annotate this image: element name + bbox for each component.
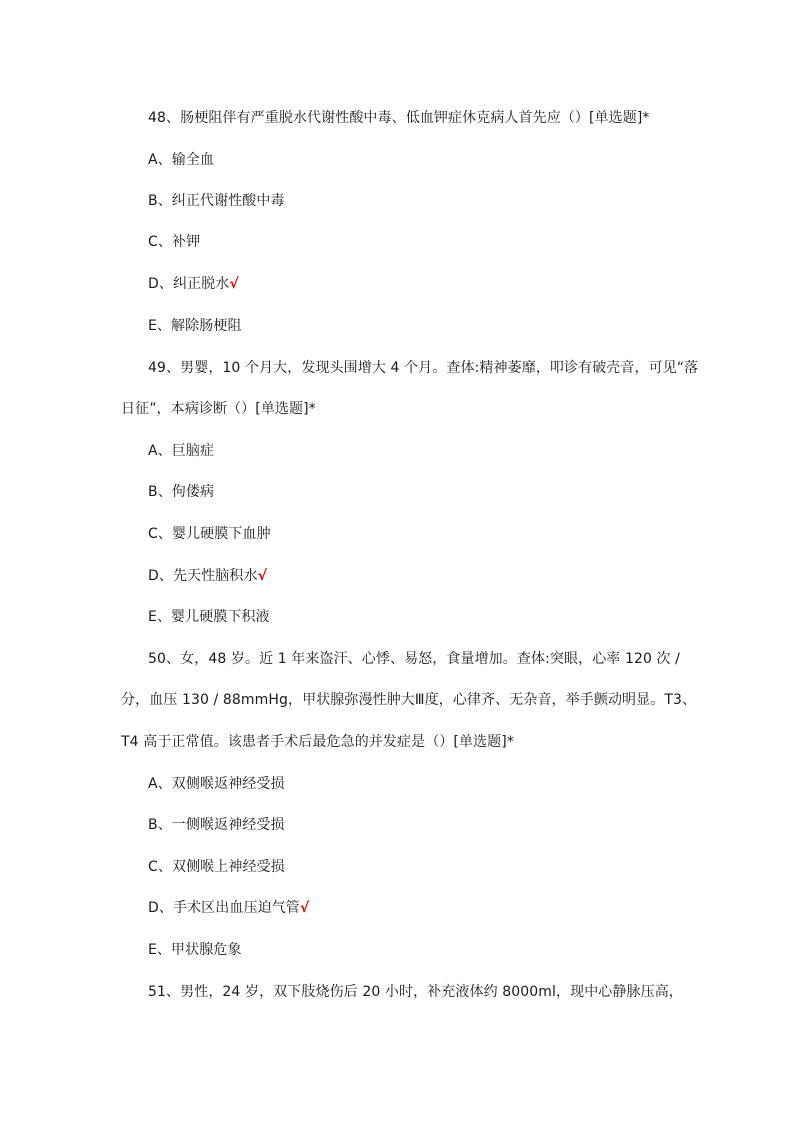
question-51-text-line-1: 51、男性，24 岁，双下肢烧伤后 20 小时，补充液体约 8000ml，现中心静脉压高， <box>148 984 683 1000</box>
option-text: D、先天性脑积水 <box>148 568 258 584</box>
option-text: D、纠正脱水 <box>148 276 230 292</box>
question-49-option-a: A、巨脑症 <box>148 443 215 459</box>
question-49-option-c: C、婴儿硬膜下血肿 <box>148 526 271 542</box>
question-48-option-b: B、纠正代谢性酸中毒 <box>148 193 285 209</box>
option-text: D、手术区出血压迫气管 <box>148 900 300 916</box>
correct-check-icon: √ <box>257 568 268 584</box>
correct-check-icon: √ <box>299 900 310 916</box>
question-50-text-line-2: 分，血压 130 / 88mmHg，甲状腺弥漫性肿大Ⅲ度，心律齐、无杂音，举手颤动明显。T3、 <box>121 692 697 708</box>
question-48-text: 48、肠梗阻伴有严重脱水代谢性酸中毒、低血钾症休克病人首先应（）[单选题]* <box>148 110 650 126</box>
question-48-option-d <box>148 274 239 294</box>
question-50-option-e: E、甲状腺危象 <box>148 942 242 958</box>
question-50-text-line-3: T4 高于正常值。该患者手术后最危急的并发症是（）[单选题]* <box>121 734 514 750</box>
question-50-option-a: A、双侧喉返神经受损 <box>148 776 285 792</box>
question-49-option-d <box>148 566 267 586</box>
question-49-option-b: B、佝偻病 <box>148 484 215 500</box>
question-48-option-a: A、输全血 <box>148 152 215 168</box>
question-50-text-line-1: 50、女，48 岁。近 1 年来盗汗、心悸、易怒，食量增加。查体:突眼，心率 120 次 / <box>148 651 680 667</box>
question-49-text-line-2: 日征”，本病诊断（）[单选题]* <box>121 401 316 417</box>
question-48-option-e: E、解除肠梗阻 <box>148 318 242 334</box>
question-50-option-d <box>148 898 309 918</box>
question-48-option-c: C、补钾 <box>148 234 201 250</box>
question-50-option-b: B、一侧喉返神经受损 <box>148 817 285 833</box>
correct-check-icon: √ <box>229 276 239 292</box>
question-49-option-e: E、婴儿硬膜下积液 <box>148 609 270 625</box>
question-49-text-line-1: 49、男婴，10 个月大，发现头围增大 4 个月。查体:精神萎靡，叩诊有破壳音，可见“落 <box>148 360 699 376</box>
question-50-option-c: C、双侧喉上神经受损 <box>148 859 285 875</box>
